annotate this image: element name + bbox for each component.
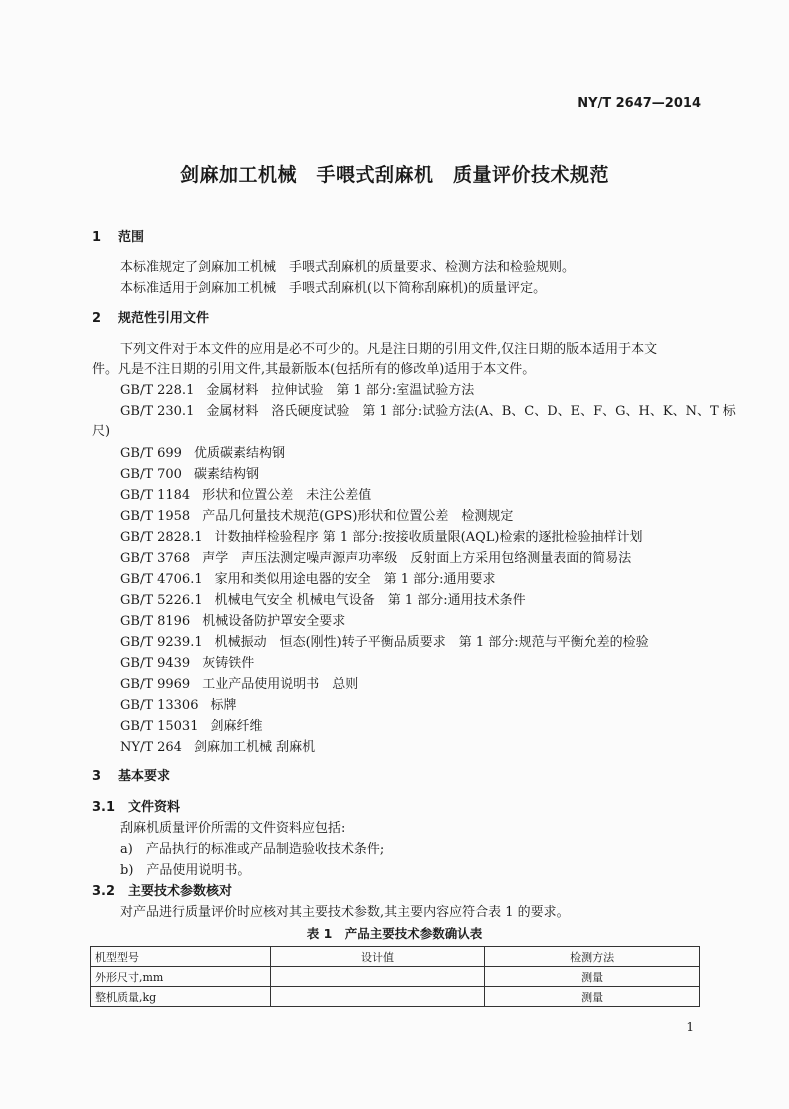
reference-item: GB/T 9239.1 机械振动 恒态(刚性)转子平衡品质要求 第 1 部分:规范与平衡允差的检验 — [120, 635, 649, 650]
table-cell: 测量 — [485, 967, 700, 987]
reference-item: GB/T 5226.1 机械电气安全 机械电气设备 第 1 部分:通用技术条件 — [120, 593, 526, 608]
section-3-2-paragraph: 对产品进行质量评价时应核对其主要技术参数,其主要内容应符合表 1 的要求。 — [120, 905, 570, 920]
table-cell — [270, 967, 485, 987]
section-3-1-item-a: a) 产品执行的标准或产品制造验收技术条件; — [120, 842, 385, 857]
table-cell: 机型型号 — [91, 947, 271, 967]
section-3-1-heading: 3.1 文件资料 — [92, 800, 181, 815]
section-2-heading: 2 规范性引用文件 — [92, 311, 210, 326]
reference-item: GB/T 700 碳素结构钢 — [120, 467, 259, 482]
standard-number: NY/T 2647—2014 — [577, 96, 701, 111]
section-2-intro-line-1: 下列文件对于本文件的应用是必不可少的。凡是注日期的引用文件,仅注日期的版本适用于本文 — [120, 342, 658, 357]
section-1-paragraph-2: 本标准适用于剑麻加工机械 手喂式刮麻机(以下简称刮麻机)的质量评定。 — [120, 281, 547, 296]
section-2-intro-line-2: 件。凡是不注日期的引用文件,其最新版本(包括所有的修改单)适用于本文件。 — [92, 362, 536, 377]
reference-item: GB/T 4706.1 家用和类似用途电器的安全 第 1 部分:通用要求 — [120, 572, 496, 587]
table-1 — [90, 946, 700, 1007]
table-cell: 测量 — [485, 987, 700, 1007]
reference-item: NY/T 264 剑麻加工机械 刮麻机 — [120, 740, 316, 755]
table-row — [91, 967, 700, 987]
section-3-1-item-b: b) 产品使用说明书。 — [120, 863, 251, 878]
table-row — [91, 987, 700, 1007]
reference-item: GB/T 8196 机械设备防护罩安全要求 — [120, 614, 346, 629]
reference-item: GB/T 1958 产品几何量技术规范(GPS)形状和位置公差 检测规定 — [120, 509, 514, 524]
reference-item: GB/T 699 优质碳素结构钢 — [120, 446, 285, 461]
reference-item: GB/T 13306 标牌 — [120, 698, 237, 713]
table-cell: 设计值 — [270, 947, 485, 967]
section-1-heading: 1 范围 — [92, 230, 145, 245]
reference-item: GB/T 228.1 金属材料 拉伸试验 第 1 部分:室温试验方法 — [120, 383, 475, 398]
table-1-caption: 表 1 产品主要技术参数确认表 — [306, 926, 483, 941]
reference-item-continuation: 尺) — [92, 424, 111, 439]
table-cell: 外形尺寸,mm — [91, 967, 271, 987]
table-row — [91, 947, 700, 967]
section-3-heading: 3 基本要求 — [92, 769, 171, 784]
reference-item: GB/T 9969 工业产品使用说明书 总则 — [120, 677, 359, 692]
section-3-1-paragraph: 刮麻机质量评价所需的文件资料应包括: — [120, 821, 346, 836]
page-number: 1 — [686, 1020, 694, 1034]
reference-item: GB/T 15031 剑麻纤维 — [120, 719, 263, 734]
reference-item: GB/T 230.1 金属材料 洛氏硬度试验 第 1 部分:试验方法(A、B、C、D、E、F、G、H、K、N、T 标 — [120, 404, 736, 419]
reference-item: GB/T 9439 灰铸铁件 — [120, 656, 255, 671]
table-cell: 检测方法 — [485, 947, 700, 967]
reference-item: GB/T 1184 形状和位置公差 未注公差值 — [120, 488, 372, 503]
reference-item: GB/T 2828.1 计数抽样检验程序 第 1 部分:按接收质量限(AQL)检索的逐批检验抽样计划 — [120, 530, 643, 545]
reference-item: GB/T 3768 声学 声压法测定噪声源声功率级 反射面上方采用包络测量表面的简易法 — [120, 551, 632, 566]
table-cell — [270, 987, 485, 1007]
section-1-paragraph-1: 本标准规定了剑麻加工机械 手喂式刮麻机的质量要求、检测方法和检验规则。 — [120, 260, 576, 275]
section-3-2-heading: 3.2 主要技术参数核对 — [92, 884, 233, 899]
document-title: 剑麻加工机械 手喂式刮麻机 质量评价技术规范 — [179, 164, 609, 186]
table-cell: 整机质量,kg — [91, 987, 271, 1007]
